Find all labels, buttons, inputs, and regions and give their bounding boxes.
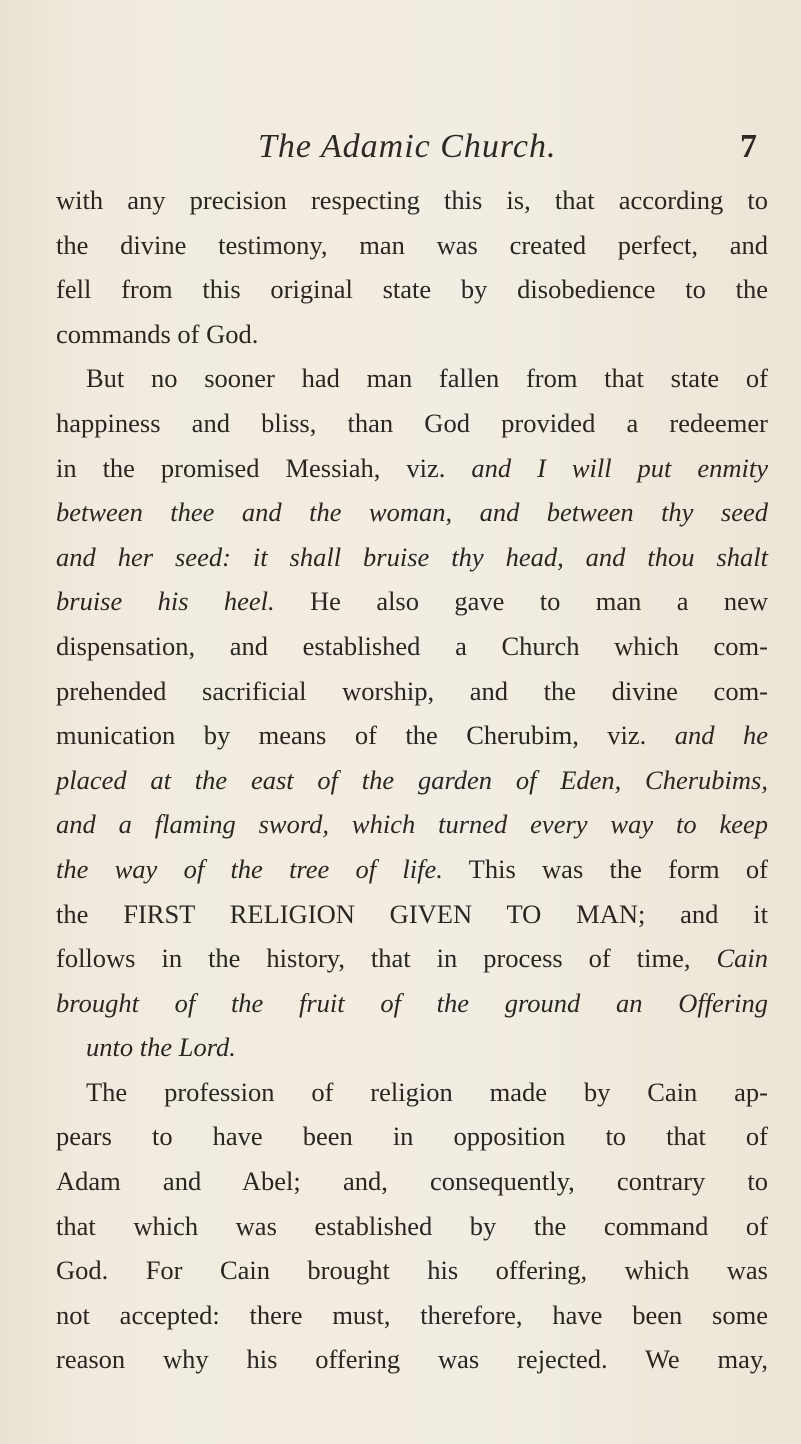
italic-segment: and he bbox=[674, 720, 768, 751]
text-segment: munication by means of the Cherubim, viz. bbox=[56, 720, 647, 751]
text-line: God. For Cain brought his offering, which was bbox=[56, 1255, 768, 1286]
text-line: brought of the fruit of the ground an Offering bbox=[56, 987, 768, 1018]
text-line: prehended sacrificial worship, and the divine com- bbox=[56, 675, 768, 706]
text-line: The profession of religion made by Cain ap- bbox=[86, 1076, 768, 1107]
text-line: the FIRST RELIGION GIVEN TO MAN; and it bbox=[56, 898, 768, 929]
text-segment: He also gave to man a new bbox=[310, 586, 769, 617]
body-text bbox=[56, 178, 768, 1382]
running-title: The Adamic Church. bbox=[258, 128, 557, 165]
running-head bbox=[0, 128, 801, 174]
page-number: 7 bbox=[740, 128, 757, 165]
italic-segment: Cain bbox=[716, 943, 768, 974]
text-line: unto the Lord. bbox=[86, 1032, 236, 1063]
text-segment: follows in the history, that in process of time, bbox=[56, 943, 691, 974]
text-line: that which was established by the command of bbox=[56, 1210, 768, 1241]
text-line: with any precision respecting this is, that according to bbox=[56, 185, 768, 215]
text-segment: This was the form of bbox=[468, 853, 768, 884]
text-line bbox=[56, 446, 768, 491]
text-line: commands of God. bbox=[56, 318, 259, 349]
text-line: between thee and the woman, and between thy seed bbox=[56, 497, 768, 528]
text-line bbox=[56, 713, 768, 758]
text-line bbox=[56, 847, 768, 892]
italic-segment: bruise his heel. bbox=[56, 586, 275, 617]
italic-segment: the way of the tree of life. bbox=[56, 853, 443, 884]
text-line: pears to have been in opposition to that of bbox=[56, 1121, 768, 1152]
text-segment: in the promised Messiah, viz. bbox=[56, 452, 446, 483]
text-line: happiness and bliss, than God provided a redeemer bbox=[56, 407, 768, 438]
text-line: the divine testimony, man was created perfect, and bbox=[56, 229, 768, 260]
text-line: not accepted: there must, therefore, have been some bbox=[56, 1299, 768, 1330]
text-line: fell from this original state by disobedience to the bbox=[56, 274, 768, 305]
text-line: Adam and Abel; and, consequently, contrary to bbox=[56, 1166, 768, 1197]
text-line: and a flaming sword, which turned every way to keep bbox=[56, 809, 768, 840]
text-line: and her seed: it shall bruise thy head, and thou shalt bbox=[56, 541, 768, 572]
text-line bbox=[56, 936, 768, 981]
italic-segment: and I will put enmity bbox=[471, 452, 769, 483]
text-line: placed at the east of the garden of Eden, Cherubims, bbox=[56, 764, 768, 795]
text-line bbox=[56, 579, 768, 624]
text-line: reason why his offering was rejected. We may, bbox=[56, 1344, 768, 1375]
text-line: But no sooner had man fallen from that state of bbox=[86, 363, 768, 394]
text-line: dispensation, and established a Church which com- bbox=[56, 630, 768, 661]
